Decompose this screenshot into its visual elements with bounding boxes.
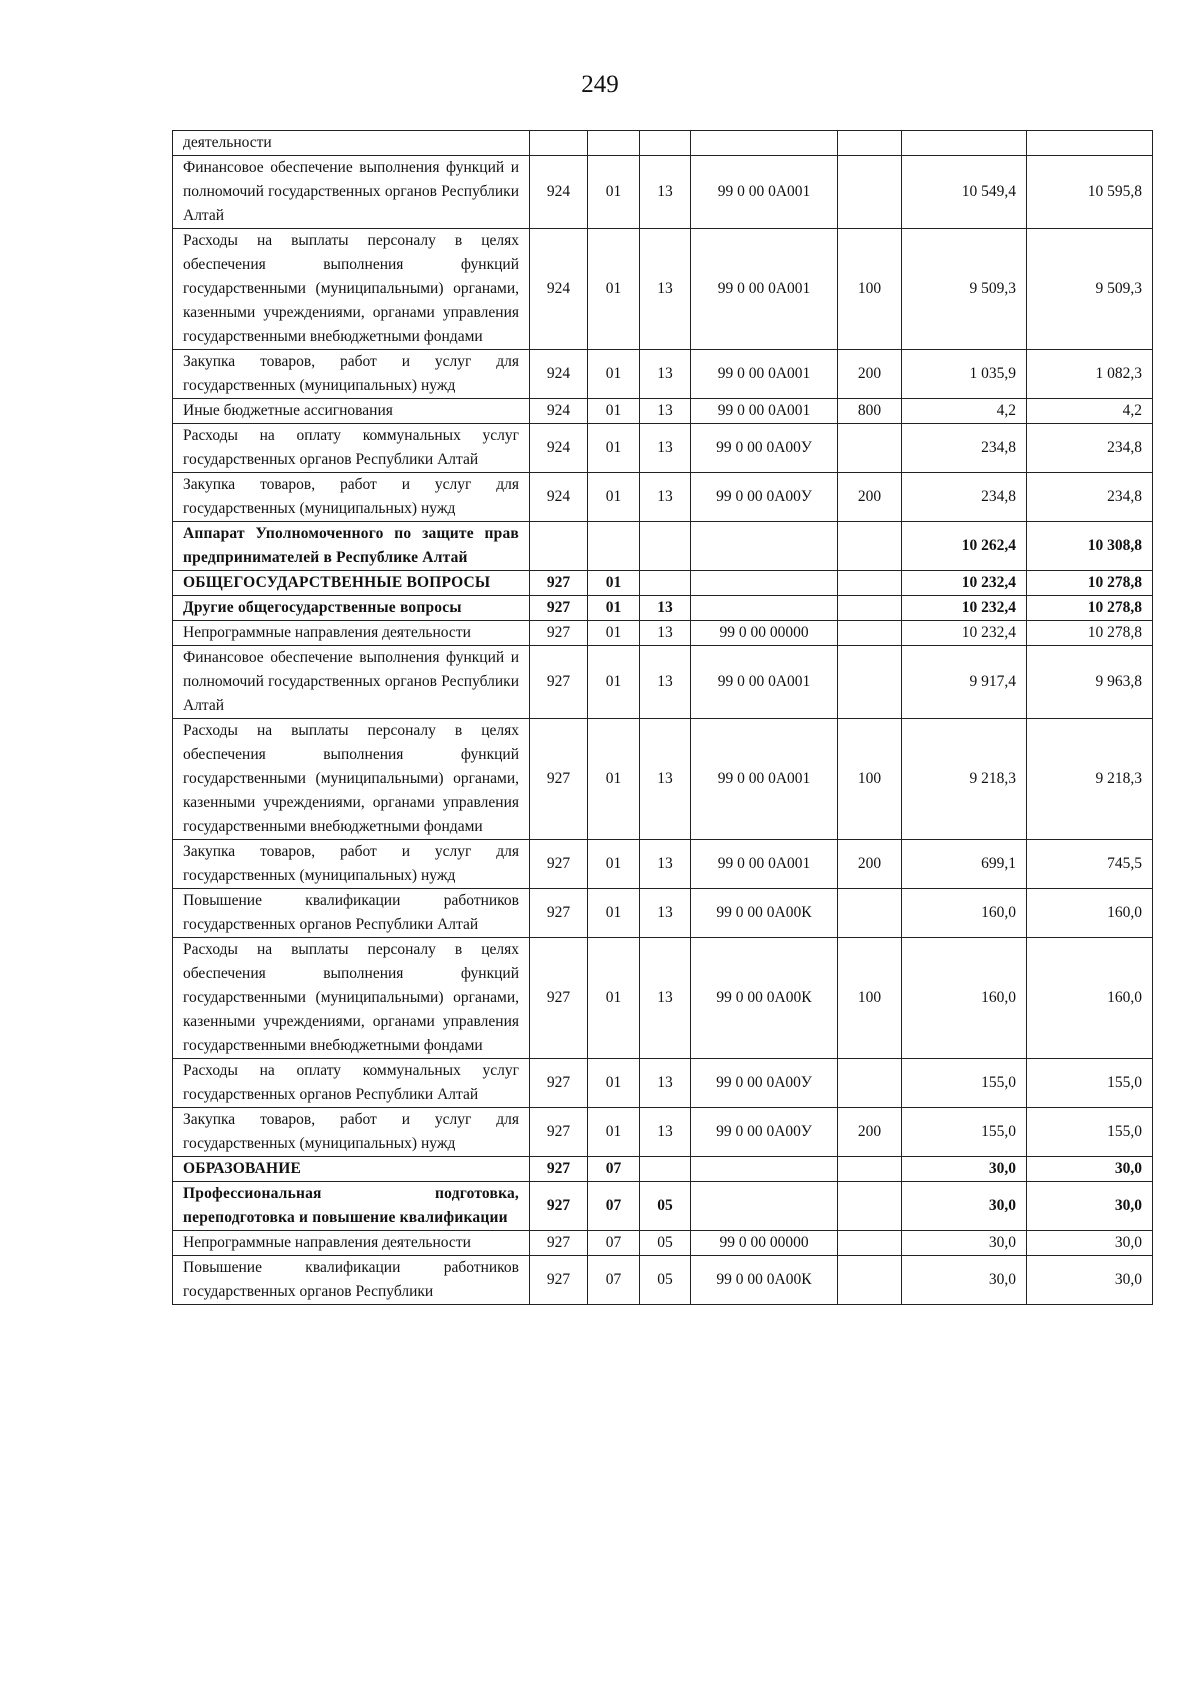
cell-section: 01 <box>588 473 640 522</box>
cell-expense-type <box>838 646 902 719</box>
cell-amount-year-1: 9 218,3 <box>902 719 1027 840</box>
cell-target-article: 99 0 00 0А00У <box>691 1059 838 1108</box>
cell-amount-year-1: 4,2 <box>902 399 1027 424</box>
table-row <box>173 229 1153 350</box>
cell-target-article: 99 0 00 0А00К <box>691 889 838 938</box>
cell-section: 01 <box>588 596 640 621</box>
cell-target-article: 99 0 00 0А00К <box>691 938 838 1059</box>
cell-section: 07 <box>588 1256 640 1305</box>
cell-amount-year-1: 30,0 <box>902 1256 1027 1305</box>
cell-expense-type <box>838 889 902 938</box>
cell-expense-type <box>838 424 902 473</box>
cell-section: 01 <box>588 1108 640 1157</box>
cell-org-code: 924 <box>530 473 588 522</box>
cell-amount-year-2: 234,8 <box>1027 473 1153 522</box>
cell-name: Закупка товаров, работ и услуг для государственных (муниципальных) нужд <box>173 350 530 399</box>
cell-amount-year-2: 10 278,8 <box>1027 571 1153 596</box>
table-row <box>173 1231 1153 1256</box>
cell-target-article: 99 0 00 00000 <box>691 621 838 646</box>
cell-subsection: 13 <box>640 424 691 473</box>
cell-name: Закупка товаров, работ и услуг для государственных (муниципальных) нужд <box>173 1108 530 1157</box>
table-row <box>173 399 1153 424</box>
cell-expense-type: 100 <box>838 229 902 350</box>
cell-subsection: 13 <box>640 156 691 229</box>
cell-section: 01 <box>588 229 640 350</box>
cell-subsection <box>640 522 691 571</box>
cell-org-code: 924 <box>530 424 588 473</box>
cell-subsection <box>640 571 691 596</box>
cell-expense-type <box>838 621 902 646</box>
cell-expense-type <box>838 522 902 571</box>
cell-amount-year-2: 155,0 <box>1027 1059 1153 1108</box>
cell-amount-year-2: 10 308,8 <box>1027 522 1153 571</box>
cell-org-code: 927 <box>530 1157 588 1182</box>
cell-org-code: 927 <box>530 840 588 889</box>
cell-org-code: 927 <box>530 1256 588 1305</box>
cell-subsection: 05 <box>640 1182 691 1231</box>
cell-name: Расходы на оплату коммунальных услуг государственных органов Республики Алтай <box>173 424 530 473</box>
cell-target-article: 99 0 00 0А001 <box>691 646 838 719</box>
cell-target-article: 99 0 00 0А00У <box>691 1108 838 1157</box>
cell-section: 01 <box>588 621 640 646</box>
cell-target-article <box>691 596 838 621</box>
cell-section: 07 <box>588 1157 640 1182</box>
cell-amount-year-2 <box>1027 131 1153 156</box>
cell-target-article <box>691 1157 838 1182</box>
cell-target-article: 99 0 00 0А00У <box>691 473 838 522</box>
table-row <box>173 1182 1153 1231</box>
cell-amount-year-2: 4,2 <box>1027 399 1153 424</box>
cell-org-code: 927 <box>530 621 588 646</box>
cell-org-code <box>530 522 588 571</box>
cell-target-article: 99 0 00 00000 <box>691 1231 838 1256</box>
cell-expense-type <box>838 1256 902 1305</box>
cell-section: 01 <box>588 646 640 719</box>
cell-amount-year-1: 234,8 <box>902 473 1027 522</box>
cell-target-article <box>691 131 838 156</box>
cell-subsection <box>640 1157 691 1182</box>
table-row <box>173 522 1153 571</box>
cell-section: 01 <box>588 156 640 229</box>
table-body <box>173 131 1153 1305</box>
cell-section: 01 <box>588 840 640 889</box>
table-row <box>173 938 1153 1059</box>
cell-subsection: 13 <box>640 889 691 938</box>
cell-target-article: 99 0 00 0А001 <box>691 156 838 229</box>
cell-amount-year-2: 155,0 <box>1027 1108 1153 1157</box>
cell-target-article <box>691 571 838 596</box>
cell-name: Расходы на выплаты персоналу в целях обеспечения выполнения функций государственными (муниципальными) органами, казенными учреждениями, органами управления государственными внебюджетными фондами <box>173 229 530 350</box>
cell-amount-year-2: 9 963,8 <box>1027 646 1153 719</box>
cell-org-code: 927 <box>530 596 588 621</box>
cell-expense-type <box>838 1157 902 1182</box>
cell-amount-year-1: 9 509,3 <box>902 229 1027 350</box>
cell-target-article <box>691 522 838 571</box>
cell-subsection: 13 <box>640 621 691 646</box>
cell-section: 01 <box>588 889 640 938</box>
cell-amount-year-1 <box>902 131 1027 156</box>
cell-org-code: 924 <box>530 229 588 350</box>
cell-section: 01 <box>588 399 640 424</box>
cell-expense-type: 100 <box>838 938 902 1059</box>
cell-subsection: 13 <box>640 596 691 621</box>
cell-amount-year-1: 30,0 <box>902 1231 1027 1256</box>
table-row <box>173 571 1153 596</box>
cell-name: Иные бюджетные ассигнования <box>173 399 530 424</box>
cell-name: Расходы на выплаты персоналу в целях обеспечения выполнения функций государственными (муниципальными) органами, казенными учреждениями, органами управления государственными внебюджетными фондами <box>173 719 530 840</box>
cell-expense-type <box>838 596 902 621</box>
cell-subsection: 05 <box>640 1231 691 1256</box>
cell-section <box>588 522 640 571</box>
cell-org-code: 927 <box>530 571 588 596</box>
cell-org-code <box>530 131 588 156</box>
cell-amount-year-2: 30,0 <box>1027 1157 1153 1182</box>
cell-section: 01 <box>588 571 640 596</box>
cell-expense-type: 200 <box>838 350 902 399</box>
cell-section: 01 <box>588 350 640 399</box>
cell-org-code: 927 <box>530 719 588 840</box>
cell-org-code: 927 <box>530 938 588 1059</box>
cell-name: Закупка товаров, работ и услуг для государственных (муниципальных) нужд <box>173 840 530 889</box>
table-row <box>173 131 1153 156</box>
table-row <box>173 596 1153 621</box>
cell-section: 01 <box>588 938 640 1059</box>
table-row <box>173 424 1153 473</box>
cell-amount-year-1: 10 262,4 <box>902 522 1027 571</box>
cell-name: Профессиональная подготовка, переподготовка и повышение квалификации <box>173 1182 530 1231</box>
cell-amount-year-1: 10 549,4 <box>902 156 1027 229</box>
cell-section: 01 <box>588 1059 640 1108</box>
cell-subsection: 13 <box>640 719 691 840</box>
cell-expense-type: 800 <box>838 399 902 424</box>
cell-amount-year-2: 9 509,3 <box>1027 229 1153 350</box>
cell-section: 01 <box>588 719 640 840</box>
cell-name: Повышение квалификации работников государственных органов Республики Алтай <box>173 889 530 938</box>
table-row <box>173 350 1153 399</box>
cell-amount-year-1: 9 917,4 <box>902 646 1027 719</box>
cell-subsection: 13 <box>640 1059 691 1108</box>
cell-expense-type: 200 <box>838 1108 902 1157</box>
table-row <box>173 621 1153 646</box>
cell-amount-year-2: 160,0 <box>1027 938 1153 1059</box>
cell-expense-type: 100 <box>838 719 902 840</box>
cell-org-code: 927 <box>530 646 588 719</box>
cell-amount-year-1: 10 232,4 <box>902 596 1027 621</box>
cell-expense-type <box>838 571 902 596</box>
cell-expense-type <box>838 156 902 229</box>
page-number: 249 <box>581 71 619 98</box>
cell-subsection: 13 <box>640 938 691 1059</box>
cell-target-article: 99 0 00 0А001 <box>691 399 838 424</box>
cell-subsection: 13 <box>640 229 691 350</box>
table-row <box>173 156 1153 229</box>
table-row <box>173 719 1153 840</box>
cell-subsection: 13 <box>640 840 691 889</box>
cell-section <box>588 131 640 156</box>
cell-amount-year-2: 10 278,8 <box>1027 621 1153 646</box>
cell-org-code: 927 <box>530 1059 588 1108</box>
cell-subsection: 13 <box>640 1108 691 1157</box>
cell-name: Расходы на выплаты персоналу в целях обеспечения выполнения функций государственными (муниципальными) органами, казенными учреждениями, органами управления государственными внебюджетными фондами <box>173 938 530 1059</box>
cell-expense-type <box>838 131 902 156</box>
cell-target-article: 99 0 00 0А001 <box>691 719 838 840</box>
cell-name: деятельности <box>173 131 530 156</box>
cell-subsection <box>640 131 691 156</box>
cell-org-code: 924 <box>530 156 588 229</box>
cell-section: 07 <box>588 1182 640 1231</box>
table-row <box>173 473 1153 522</box>
cell-name: Закупка товаров, работ и услуг для государственных (муниципальных) нужд <box>173 473 530 522</box>
cell-target-article: 99 0 00 0А001 <box>691 350 838 399</box>
cell-expense-type: 200 <box>838 840 902 889</box>
cell-org-code: 924 <box>530 399 588 424</box>
cell-subsection: 13 <box>640 646 691 719</box>
cell-subsection: 13 <box>640 399 691 424</box>
cell-name: Аппарат Уполномоченного по защите прав предпринимателей в Республике Алтай <box>173 522 530 571</box>
cell-amount-year-1: 1 035,9 <box>902 350 1027 399</box>
cell-amount-year-2: 10 595,8 <box>1027 156 1153 229</box>
cell-expense-type <box>838 1182 902 1231</box>
cell-name: Повышение квалификации работников государственных органов Республики <box>173 1256 530 1305</box>
cell-amount-year-1: 155,0 <box>902 1059 1027 1108</box>
cell-target-article <box>691 1182 838 1231</box>
cell-org-code: 927 <box>530 1108 588 1157</box>
cell-target-article: 99 0 00 0А001 <box>691 229 838 350</box>
cell-amount-year-2: 160,0 <box>1027 889 1153 938</box>
cell-amount-year-1: 699,1 <box>902 840 1027 889</box>
budget-table <box>172 130 1153 1305</box>
cell-amount-year-2: 30,0 <box>1027 1182 1153 1231</box>
table-row <box>173 1157 1153 1182</box>
cell-name: Расходы на оплату коммунальных услуг государственных органов Республики Алтай <box>173 1059 530 1108</box>
table-row <box>173 1059 1153 1108</box>
cell-name: ОБЩЕГОСУДАРСТВЕННЫЕ ВОПРОСЫ <box>173 571 530 596</box>
cell-amount-year-2: 234,8 <box>1027 424 1153 473</box>
cell-subsection: 05 <box>640 1256 691 1305</box>
cell-amount-year-1: 160,0 <box>902 889 1027 938</box>
cell-target-article: 99 0 00 0А00К <box>691 1256 838 1305</box>
cell-org-code: 927 <box>530 1231 588 1256</box>
cell-name: Финансовое обеспечение выполнения функций и полномочий государственных органов Республики Алтай <box>173 646 530 719</box>
cell-amount-year-1: 30,0 <box>902 1182 1027 1231</box>
cell-subsection: 13 <box>640 350 691 399</box>
cell-amount-year-2: 10 278,8 <box>1027 596 1153 621</box>
cell-name: Финансовое обеспечение выполнения функций и полномочий государственных органов Республики Алтай <box>173 156 530 229</box>
cell-name: Другие общегосударственные вопросы <box>173 596 530 621</box>
cell-amount-year-1: 10 232,4 <box>902 571 1027 596</box>
cell-amount-year-2: 30,0 <box>1027 1231 1153 1256</box>
table-row <box>173 1256 1153 1305</box>
cell-amount-year-1: 155,0 <box>902 1108 1027 1157</box>
cell-section: 07 <box>588 1231 640 1256</box>
cell-expense-type: 200 <box>838 473 902 522</box>
table-row <box>173 646 1153 719</box>
cell-amount-year-2: 30,0 <box>1027 1256 1153 1305</box>
cell-expense-type <box>838 1231 902 1256</box>
table-row <box>173 889 1153 938</box>
cell-amount-year-1: 234,8 <box>902 424 1027 473</box>
cell-target-article: 99 0 00 0А00У <box>691 424 838 473</box>
cell-amount-year-2: 9 218,3 <box>1027 719 1153 840</box>
cell-name: Непрограммные направления деятельности <box>173 1231 530 1256</box>
cell-org-code: 924 <box>530 350 588 399</box>
cell-org-code: 927 <box>530 889 588 938</box>
cell-amount-year-1: 30,0 <box>902 1157 1027 1182</box>
cell-expense-type <box>838 1059 902 1108</box>
cell-org-code: 927 <box>530 1182 588 1231</box>
cell-subsection: 13 <box>640 473 691 522</box>
cell-name: Непрограммные направления деятельности <box>173 621 530 646</box>
cell-target-article: 99 0 00 0А001 <box>691 840 838 889</box>
cell-section: 01 <box>588 424 640 473</box>
cell-amount-year-2: 745,5 <box>1027 840 1153 889</box>
table-row <box>173 1108 1153 1157</box>
cell-amount-year-1: 10 232,4 <box>902 621 1027 646</box>
cell-amount-year-2: 1 082,3 <box>1027 350 1153 399</box>
cell-amount-year-1: 160,0 <box>902 938 1027 1059</box>
table-row <box>173 840 1153 889</box>
cell-name: ОБРАЗОВАНИЕ <box>173 1157 530 1182</box>
